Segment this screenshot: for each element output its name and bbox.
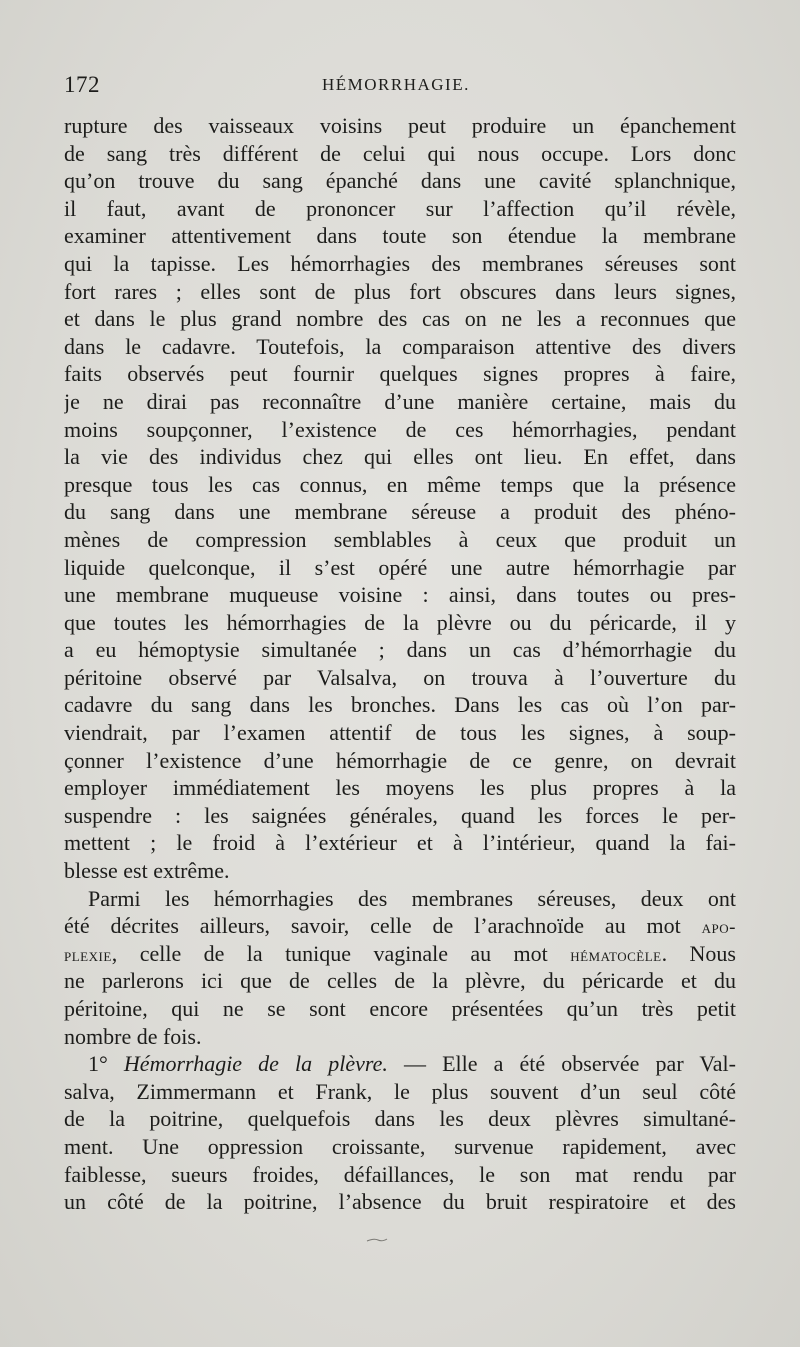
text-line [64,1050,736,1078]
text-line: rupture des vaisseaux voisins peut produire un épanchement [64,113,736,138]
text-line: de sang très différent de celui qui nous occupe. Lors donc [64,140,736,166]
text-line: ment. Une oppression croissante, survenue rapidement, avec [64,1133,736,1159]
text-line: blesse est extrême. [64,858,230,884]
text-line: une membrane muqueuse voisine : ainsi, dans toutes ou pres- [64,582,736,608]
text-line: un côté de la poitrine, l’absence du bruit respiratoire et des [64,1189,736,1215]
text-line: a eu hémoptysie simultanée ; dans un cas d’hémorrhagie du [64,637,736,663]
text-line: et dans le plus grand nombre des cas on ne les a reconnues que [64,306,736,332]
text-span: , celle de la tunique vaginale au mot [111,940,548,966]
text-line: moins soupçonner, l’existence de ces hémorrhagies, pendant [64,416,736,442]
small-caps-term: plexie [64,944,112,966]
section-title: Hémorrhagie de la plèvre. [123,1051,388,1077]
small-caps-term: hématocèle [570,944,662,966]
text-line: salva, Zimmermann et Frank, le plus souvent d’un seul côté [64,1078,736,1104]
text-line: liquide quelconque, il s’est opéré une autre hémorrhagie par [64,554,736,580]
text-line: faits observés peut fournir quelques signes propres à faire, [64,361,736,387]
text-line: examiner attentivement dans toute son étendue la membrane [64,223,736,249]
text-line: il faut, avant de prononcer sur l’affection qu’il révèle, [64,195,736,221]
text-line [64,940,736,968]
text-line: la vie des individus chez qui elles ont lieu. En effet, dans [64,444,736,470]
text-span: été décrites ailleurs, savoir, celle de l’arachnoïde au mot [64,913,681,939]
text-line: çonner l’existence d’une hémorrhagie de ce genre, on devrait [64,747,736,773]
text-line: péritoine observé par Valsalva, on trouva à l’ouverture du [64,664,736,690]
text-line: faiblesse, sueurs froides, défaillances, le son mat rendu par [64,1161,736,1187]
text-line: viendrait, par l’examen attentif de tous les signes, à soup- [64,720,736,746]
text-line: cadavre du sang dans les bronches. Dans les cas où l’on par- [64,692,736,718]
text-line: fort rares ; elles sont de plus fort obscures dans leurs signes, [64,278,736,304]
text-line: presque tous les cas connus, en même temps que la présence [64,471,736,497]
text-line: qui la tapisse. Les hémorrhagies des membranes séreuses sont [64,250,736,276]
text-line: employer immédiatement les moyens les plus propres à la [64,775,736,801]
small-caps-term: apo- [701,917,736,939]
text-span: — Elle a été observée par Val- [404,1051,736,1077]
running-head: HÉMORRHAGIE. [322,75,470,94]
text-line: de la poitrine, quelquefois dans les deux plèvres simultané- [64,1106,736,1132]
text-line: ne parlerons ici que de celles de la plèvre, du péricarde et du [64,968,736,994]
text-line: mettent ; le froid à l’extérieur et à l’intérieur, quand la fai- [64,830,736,856]
paragraph-2 [64,885,736,1051]
paragraph-1 [64,112,736,885]
text-line: péritoine, qui ne se sont encore présentées qu’un très petit [64,996,736,1021]
text-line: Parmi les hémorrhagies des membranes séreuses, deux ont [88,885,736,911]
text-line: du sang dans une membrane séreuse a produit des phéno- [64,499,736,525]
page-number: 172 [64,72,100,97]
text-line [64,912,736,940]
text-line: nombre de fois. [64,1023,202,1049]
text-line: dans le cadavre. Toutefois, la comparaison attentive des divers [64,333,736,359]
section-number: 1° [88,1051,108,1077]
printer-mark [366,1238,388,1242]
page-header [64,72,736,104]
text-line: suspendre : les saignées générales, quand les forces le per- [64,802,736,828]
text-span: . Nous [661,940,736,966]
paragraph-3 [64,1050,736,1216]
body-text [64,112,736,1216]
text-line: qu’on trouve du sang épanché dans une cavité splanchnique, [64,168,736,194]
text-line: mènes de compression semblables à ceux que produit un [64,526,736,552]
text-line: que toutes les hémorrhagies de la plèvre ou du péricarde, il y [64,609,736,635]
text-line: je ne dirai pas reconnaître d’une manière certaine, mais du [64,388,736,414]
